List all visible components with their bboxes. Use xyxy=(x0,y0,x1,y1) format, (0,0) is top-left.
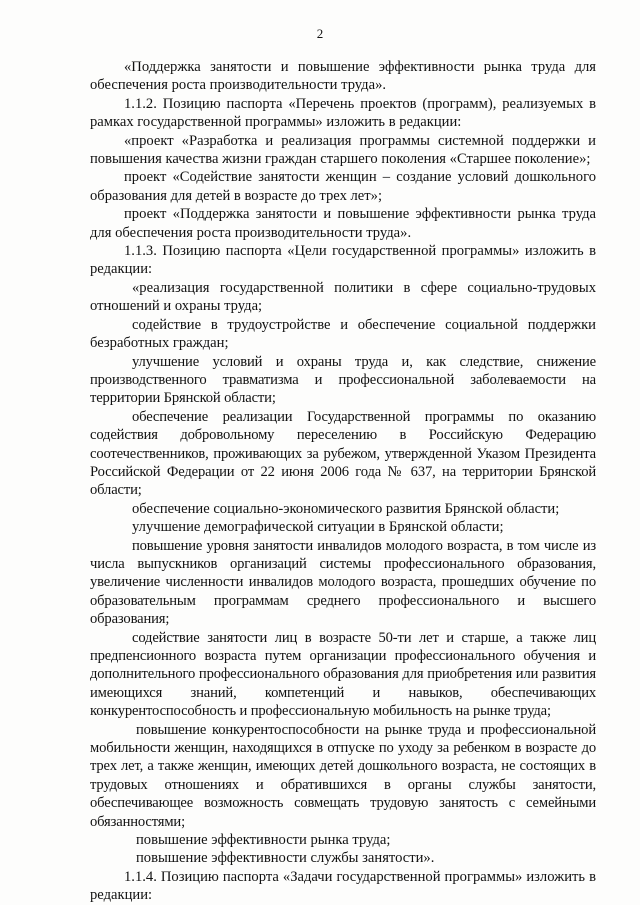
paragraph: 1.1.4. Позицию паспорта «Задачи государственной программы» изложить в редакции: xyxy=(90,868,596,904)
paragraph: повышение конкурентоспособности на рынке труда и профессиональной мобильности женщин, находящихся в отпуске по уходу за ребенком в возрасте до трех лет, а также женщин, имеющих детей дошкольного возраста, не состоящих в трудовых отношениях и обратившихся в органы службы занятости, обеспечивающее возможность совмещать трудовую занятость с семейными обязанностями; xyxy=(90,721,596,830)
paragraph: повышение эффективности службы занятости». xyxy=(136,850,435,867)
document-body xyxy=(90,58,596,905)
paragraph: «реализация государственной политики в сфере социально-трудовых отношений и охраны труда; xyxy=(90,279,596,315)
paragraph: содействие в трудоустройстве и обеспечение социальной поддержки безработных граждан; xyxy=(90,316,596,352)
paragraph: 1.1.3. Позицию паспорта «Цели государственной программы» изложить в редакции: xyxy=(90,243,596,278)
paragraph: обеспечение социально-экономического развития Брянской области; xyxy=(132,500,560,517)
page-number: 2 xyxy=(316,26,324,41)
paragraph: «проект «Разработка и реализация программы системной поддержки и повышения качества жизни граждан старшего поколения «Старшее поколение»; xyxy=(90,132,596,168)
paragraph: 1.1.2. Позицию паспорта «Перечень проектов (программ), реализуемых в рамках государственной программы» изложить в редакции: xyxy=(90,95,596,131)
paragraph: улучшение демографической ситуации в Брянской области; xyxy=(132,519,504,536)
paragraph: проект «Содействие занятости женщин – создание условий дошкольного образования для детей в возрасте до трех лет»; xyxy=(90,169,596,204)
paragraph: «Поддержка занятости и повышение эффективности рынка труда для обеспечения роста производительности труда». xyxy=(90,59,596,94)
paragraph: повышение эффективности рынка труда; xyxy=(136,832,391,849)
paragraph: повышение уровня занятости инвалидов молодого возраста, в том числе из числа выпускников организаций системы профессионального образования, увеличение численности инвалидов молодого возраста, прошедших обучение по образовательным программам среднего профессионального и высшего образования; xyxy=(90,537,596,628)
paragraph: обеспечение реализации Государственной программы по оказанию содействия добровольному переселению в Российскую Федерацию соотечественников, проживающих за рубежом, утвержденной Указом Президента Российской Федерации от 22 июня 2006 года № 637, на территории Брянской области; xyxy=(90,408,596,499)
paragraph: содействие занятости лиц в возрасте 50-ти лет и старше, а также лиц предпенсионного возраста путем организации профессионального обучения и дополнительного профессионального образования для приобретения или развития имеющихся знаний, компетенций и навыков, обеспечивающих конкурентоспособность и профессиональную мобильность на рынке труда; xyxy=(90,629,596,720)
paragraph: проект «Поддержка занятости и повышение эффективности рынка труда для обеспечения роста производительности труда». xyxy=(90,206,596,241)
paragraph: улучшение условий и охраны труда и, как следствие, снижение производственного травматизма и профессиональной заболеваемости на территории Брянской области; xyxy=(90,353,596,407)
